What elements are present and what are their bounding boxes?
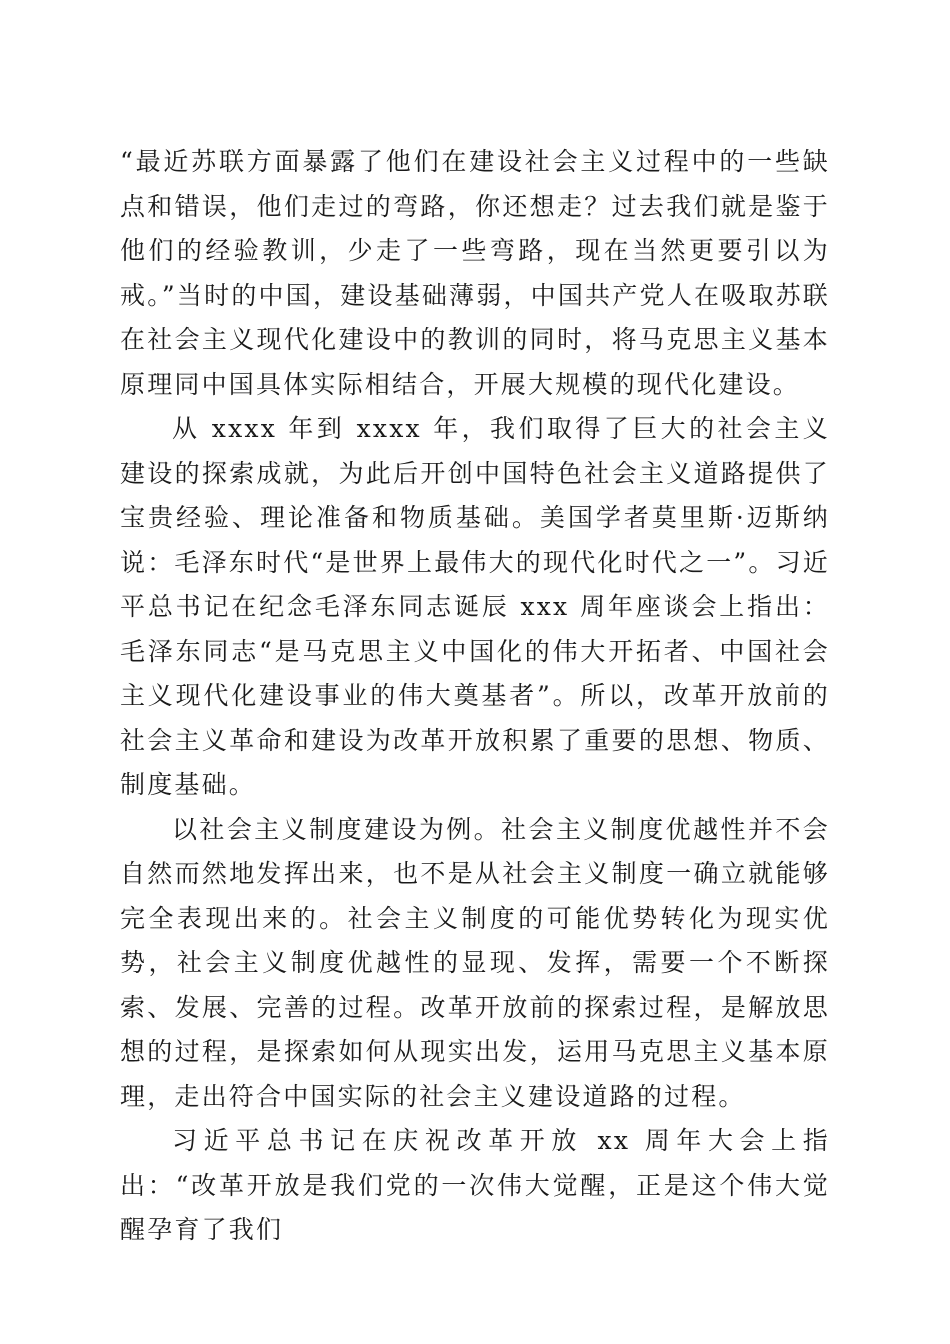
paragraph-1: “最近苏联方面暴露了他们在建设社会主义过程中的一些缺点和错误，他们走过的弯路，你还想走？过去我们就是鉴于他们的经验教训，少走了一些弯路，现在当然更要引以为戒。”当时的中国，建设基础薄弱，中国共产党人在吸取苏联在社会主义现代化建设中的教训的同时，将马克思主义基本原理同中国具体实际相结合，开展大规模的现代化建设。 [120, 147, 830, 399]
paragraph-3: 以社会主义制度建设为例。社会主义制度优越性并不会自然而然地发挥出来，也不是从社会主义制度一确立就能够完全表现出来的。社会主义制度的可能优势转化为现实优势，社会主义制度优越性的显现、发挥，需要一个不断探索、发展、完善的过程。改革开放前的探索过程，是解放思想的过程，是探索如何从现实出发，运用马克思主义基本原理，走出符合中国实际的社会主义建设道路的过程。 [120, 814, 830, 1111]
document-body [120, 140, 830, 1253]
paragraph-2: 从 xxxx 年到 xxxx 年，我们取得了巨大的社会主义建设的探索成就，为此后开创中国特色社会主义道路提供了宝贵经验、理论准备和物质基础。美国学者莫里斯·迈斯纳说：毛泽东时代“是世界上最伟大的现代化时代之一”。习近平总书记在纪念毛泽东同志诞辰 xxx 周年座谈会上指出：毛泽东同志“是马克思主义中国化的伟大开拓者、中国社会主义现代化建设事业的伟大奠基者”。所以，改革开放前的社会主义革命和建设为改革开放积累了重要的思想、物质、制度基础。 [120, 414, 830, 799]
paragraph-4: 习近平总书记在庆祝改革开放 xx 周年大会上指出：“改革开放是我们党的一次伟大觉醒，正是这个伟大觉醒孕育了我们 [120, 1126, 830, 1244]
